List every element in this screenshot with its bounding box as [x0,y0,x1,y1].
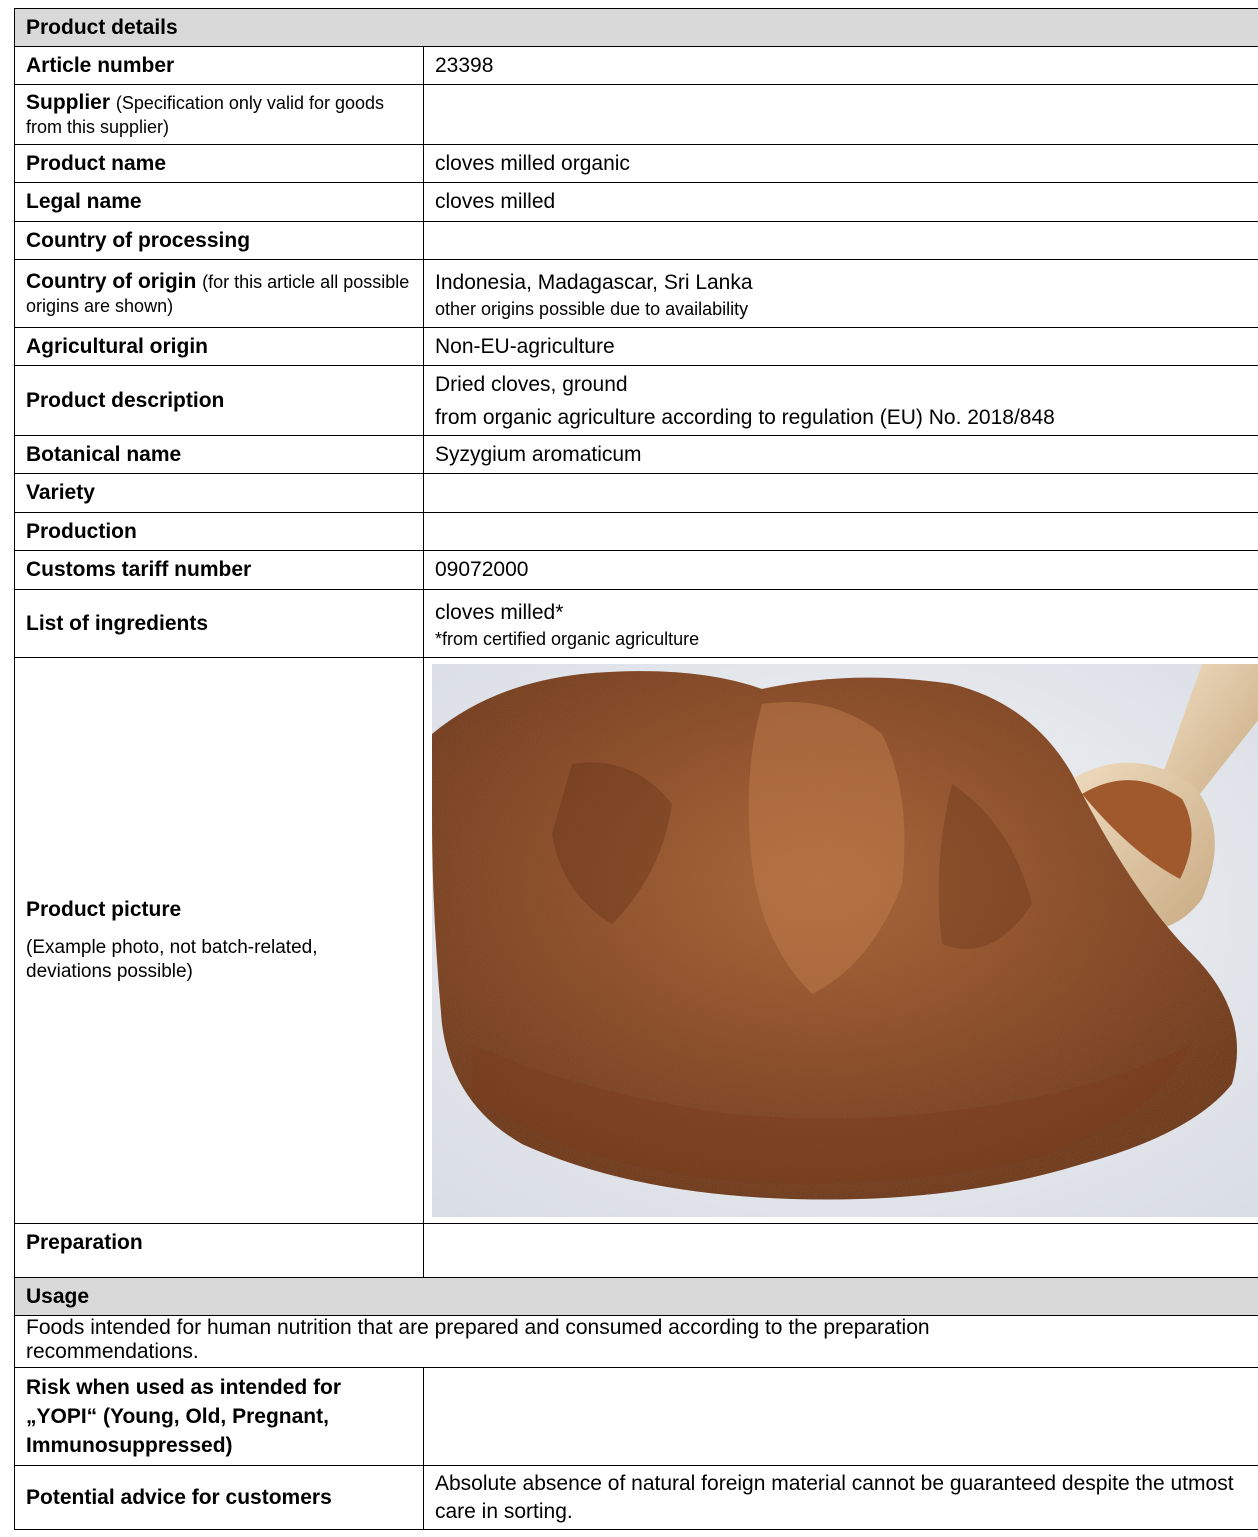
value-ingredients: cloves milled* [435,600,564,624]
label-supplier: Supplier [26,90,111,114]
value-customer-advice: Absolute absence of natural foreign material cannot be guaranteed despite the utmost care in sorting. [424,1466,1258,1530]
value-customs-tariff: 09072000 [424,551,1258,590]
label-article-number: Article number [15,47,424,85]
value-product-description-line1: Dried cloves, ground [435,372,628,396]
row-product-description [15,366,1258,436]
row-country-processing [15,222,1258,260]
row-variety [15,474,1258,513]
product-spec-table [14,8,1258,1530]
section-title-usage: Usage [15,1278,1258,1316]
label-country-origin-note: (for this article all possible origins are shown) [26,271,410,316]
label-product-description: Product description [15,366,424,436]
row-agricultural-origin [15,328,1258,366]
label-product-picture-cell [15,658,424,1224]
value-production [424,513,1258,551]
ground-cloves-photo [432,664,1258,1217]
label-supplier-note: (Specification only valid for goods from this supplier) [26,92,385,137]
label-agricultural-origin: Agricultural origin [15,328,424,366]
value-risk-yopi [424,1368,1258,1466]
label-country-origin-cell [15,260,424,328]
row-preparation [15,1224,1258,1278]
label-risk-yopi: Risk when used as intended for „YOPI“ (Young, Old, Pregnant, Immunosuppressed) [15,1368,424,1466]
label-botanical-name: Botanical name [15,436,424,474]
label-customs-tariff: Customs tariff number [15,551,424,590]
row-legal-name [15,183,1258,222]
label-product-name: Product name [15,145,424,183]
label-supplier-cell [15,85,424,145]
specification-sheet [14,8,1258,1530]
row-production [15,513,1258,551]
row-customs-tariff [15,551,1258,590]
label-product-picture: Product picture [26,897,182,921]
row-botanical-name [15,436,1258,474]
value-article-number: 23398 [424,47,1258,85]
value-product-description-cell [424,366,1258,436]
row-customer-advice [15,1466,1258,1530]
value-agricultural-origin: Non-EU-agriculture [424,328,1258,366]
product-picture-cell [424,658,1258,1224]
label-country-processing: Country of processing [15,222,424,260]
usage-text: Foods intended for human nutrition that are prepared and consumed according to the preparation recommendations. [15,1316,1258,1368]
row-country-origin [15,260,1258,328]
row-ingredients [15,590,1258,658]
value-legal-name: cloves milled [424,183,1258,222]
value-country-processing [424,222,1258,260]
row-product-picture [15,658,1258,1224]
row-article-number [15,47,1258,85]
label-ingredients: List of ingredients [15,590,424,658]
value-country-origin-note: other origins possible due to availability [435,298,749,319]
row-product-name [15,145,1258,183]
section-header-usage [15,1278,1258,1316]
value-country-origin-cell [424,260,1258,328]
section-title: Product details [15,9,1258,47]
value-botanical-name: Syzygium aromaticum [424,436,1258,474]
label-production: Production [15,513,424,551]
value-supplier [424,85,1258,145]
value-product-description-line2: from organic agriculture according to regulation (EU) No. 2018/848 [435,405,1055,429]
label-product-picture-note: (Example photo, not batch-related, deviations possible) [26,936,318,982]
value-ingredients-note: *from certified organic agriculture [435,628,700,649]
value-ingredients-cell [424,590,1258,658]
value-product-name: cloves milled organic [424,145,1258,183]
row-risk-yopi [15,1368,1258,1466]
section-header-product-details [15,9,1258,47]
label-variety: Variety [15,474,424,513]
label-preparation: Preparation [15,1224,424,1278]
row-usage-text [15,1316,1258,1368]
row-supplier [15,85,1258,145]
label-customer-advice: Potential advice for customers [15,1466,424,1530]
label-country-origin: Country of origin [26,269,197,293]
value-variety [424,474,1258,513]
label-legal-name: Legal name [15,183,424,222]
value-preparation [424,1224,1258,1278]
value-country-origin: Indonesia, Madagascar, Sri Lanka [435,270,753,294]
